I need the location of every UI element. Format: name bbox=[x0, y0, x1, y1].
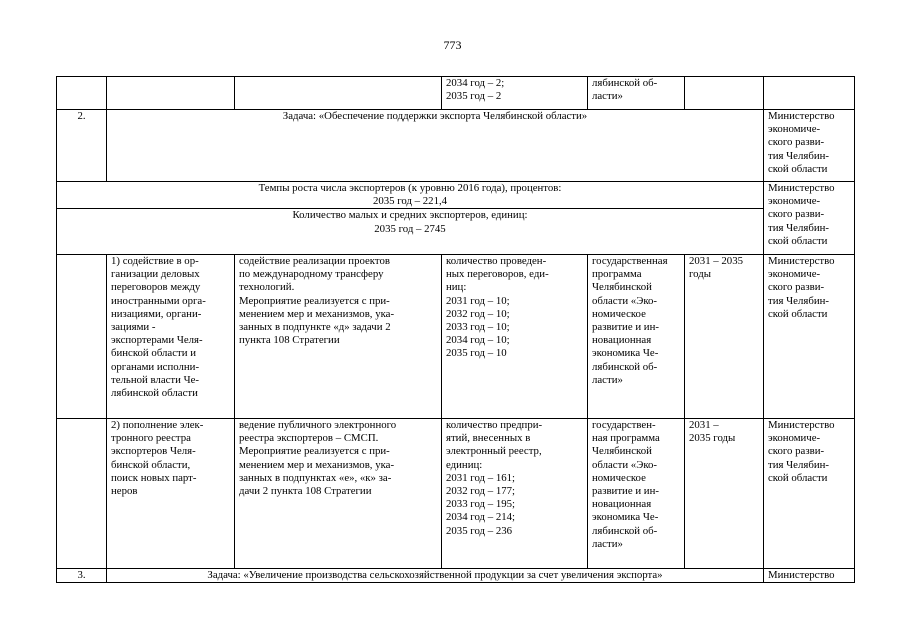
text-line: номическое bbox=[592, 471, 646, 484]
cell-program bbox=[588, 77, 685, 110]
text-line: технологий. bbox=[239, 281, 295, 294]
text-line: тия Челябин- bbox=[768, 458, 829, 471]
text-line: экономика Че- bbox=[592, 347, 659, 360]
text-line: 2034 год – 2; bbox=[446, 77, 505, 89]
text-line: ской области bbox=[768, 234, 828, 247]
text-line: лябинской об- bbox=[592, 360, 658, 373]
page-number: 773 bbox=[443, 38, 462, 52]
text-line: области «Эко- bbox=[592, 458, 658, 471]
text-line: развитие и ин- bbox=[592, 485, 659, 498]
text-line: зациями - bbox=[111, 321, 156, 334]
cell-responsible bbox=[764, 182, 855, 255]
text-line: Челябинской bbox=[592, 281, 652, 294]
cell-responsible bbox=[764, 419, 855, 569]
text-line: ных переговоров, еди- bbox=[446, 268, 549, 281]
text-line: новационная bbox=[592, 334, 652, 347]
section-task: Задача: «Увеличение производства сельскохозяйственной продукции за счет увеличения экспорта» bbox=[107, 569, 764, 583]
text-line: 2031 год – 161; bbox=[446, 471, 516, 484]
text-line: по международному трансферу bbox=[239, 268, 384, 281]
text-line: экономиче- bbox=[768, 123, 821, 136]
text-line: электронный реестр, bbox=[446, 445, 542, 458]
text-line: занных в подпунктах «е», «к» за- bbox=[239, 471, 392, 484]
table-row-measure-1 bbox=[57, 255, 855, 419]
text-line: ской области bbox=[768, 307, 828, 320]
cell-measure bbox=[107, 255, 235, 419]
text-line: 2031 год – 10; bbox=[446, 294, 510, 307]
text-line: содействие реализации проектов bbox=[239, 255, 390, 267]
text-line: бинской области и bbox=[111, 347, 196, 360]
text-line: ятий, внесенных в bbox=[446, 432, 531, 445]
table-row-section-3 bbox=[57, 569, 855, 583]
text-line: тия Челябин- bbox=[768, 294, 829, 307]
indicator-line: Количество малых и средних экспортеров, единиц: bbox=[292, 209, 528, 222]
text-line: лябинской области bbox=[111, 387, 198, 400]
indicator-line: Темпы роста числа экспортеров (к уровню 2016 года), процентов: bbox=[258, 182, 562, 194]
cell-number bbox=[57, 77, 107, 110]
text-line: государствен- bbox=[592, 419, 656, 431]
text-line: переговоров между bbox=[111, 281, 201, 294]
cell-number bbox=[57, 419, 107, 569]
text-line: иностранными орга- bbox=[111, 294, 206, 307]
cell-number bbox=[57, 255, 107, 419]
text-line: количество предпри- bbox=[446, 419, 543, 431]
text-line: экспортерами Челя- bbox=[111, 334, 203, 347]
text-line: тия Челябин- bbox=[768, 221, 829, 234]
cell-measure bbox=[107, 419, 235, 569]
text-line: экономика Че- bbox=[592, 511, 659, 524]
cell-indicator bbox=[442, 419, 588, 569]
text-line: неров bbox=[111, 485, 138, 498]
cell-content bbox=[235, 255, 442, 419]
text-line: ской области bbox=[768, 471, 828, 484]
indicators-cell bbox=[57, 182, 764, 255]
text-line: 2031 – 2035 bbox=[689, 255, 743, 267]
table-row-continuation bbox=[57, 77, 855, 110]
cell-program bbox=[588, 419, 685, 569]
text-line: ганизации деловых bbox=[111, 268, 200, 281]
text-line: ласти» bbox=[592, 373, 623, 386]
cell-period bbox=[685, 77, 764, 110]
strategy-table bbox=[56, 76, 855, 583]
section-task: Задача: «Обеспечение поддержки экспорта Челябинской области» bbox=[107, 110, 764, 182]
text-line: 2035 годы bbox=[689, 432, 736, 445]
indicator-line: 2035 год – 221,4 bbox=[57, 195, 763, 209]
text-line: реестра экспортеров – СМСП. bbox=[239, 432, 379, 445]
text-line: экономиче- bbox=[768, 432, 821, 445]
text-line: годы bbox=[689, 268, 711, 281]
text-line: менением мер и механизмов, ука- bbox=[239, 307, 395, 320]
text-line: 2033 год – 10; bbox=[446, 321, 510, 334]
cell-responsible: Министерство bbox=[764, 569, 855, 583]
text-line: 2034 год – 10; bbox=[446, 334, 510, 347]
text-line: тия Челябин- bbox=[768, 149, 829, 162]
text-line: низациями, органи- bbox=[111, 307, 202, 320]
text-line: 2035 год – 236 bbox=[446, 524, 513, 537]
text-line: лябинской об- bbox=[592, 77, 658, 89]
text-line: Министерство bbox=[768, 110, 835, 122]
text-line: 2034 год – 214; bbox=[446, 511, 516, 524]
table-row-measure-2 bbox=[57, 419, 855, 569]
text-line: Министерство bbox=[768, 255, 835, 267]
text-line: единиц: bbox=[446, 458, 483, 471]
cell-indicator bbox=[442, 77, 588, 110]
text-line: ской области bbox=[768, 162, 828, 175]
cell-content bbox=[235, 77, 442, 110]
text-line: номическое bbox=[592, 307, 646, 320]
cell-program bbox=[588, 255, 685, 419]
text-line: ласти» bbox=[592, 537, 623, 550]
text-line: Челябинской bbox=[592, 445, 652, 458]
section-number: 2. bbox=[57, 110, 107, 182]
text-line: лябинской об- bbox=[592, 524, 658, 537]
text-line: развитие и ин- bbox=[592, 321, 659, 334]
text-line: поиск новых парт- bbox=[111, 471, 197, 484]
cell-period bbox=[685, 419, 764, 569]
text-line: количество проведен- bbox=[446, 255, 547, 267]
text-line: Министерство bbox=[768, 419, 835, 431]
text-line: пункта 108 Стратегии bbox=[239, 334, 340, 347]
text-line: ласти» bbox=[592, 90, 623, 103]
text-line: Мероприятие реализуется с при- bbox=[239, 445, 390, 458]
cell-responsible bbox=[764, 77, 855, 110]
text-line: занных в подпункте «д» задачи 2 bbox=[239, 321, 391, 334]
text-line: 2033 год – 195; bbox=[446, 498, 516, 511]
text-line: ского разви- bbox=[768, 445, 825, 458]
section-number: 3. bbox=[57, 569, 107, 583]
text-line: 2035 год – 10 bbox=[446, 347, 507, 360]
text-line: ского разви- bbox=[768, 136, 825, 149]
text-line: менением мер и механизмов, ука- bbox=[239, 458, 395, 471]
indicator-line: 2035 год – 2745 bbox=[374, 222, 446, 235]
text-line: области «Эко- bbox=[592, 294, 658, 307]
cell-indicator bbox=[442, 255, 588, 419]
text-line: новационная bbox=[592, 498, 652, 511]
text-line: 2032 год – 10; bbox=[446, 307, 510, 320]
text-line: экономиче- bbox=[768, 195, 821, 208]
text-line: дачи 2 пункта 108 Стратегии bbox=[239, 485, 372, 498]
cell-responsible bbox=[764, 110, 855, 182]
text-line: 2031 – bbox=[689, 419, 719, 431]
cell-responsible bbox=[764, 255, 855, 419]
text-line: ниц: bbox=[446, 281, 467, 294]
text-line: тронного реестра bbox=[111, 432, 191, 445]
text-line: Министерство bbox=[768, 182, 835, 194]
text-line: 1) содействие в ор- bbox=[111, 255, 199, 267]
text-line: 2032 год – 177; bbox=[446, 485, 516, 498]
text-line: государственная программа bbox=[592, 255, 668, 281]
text-line: экспортеров Челя- bbox=[111, 445, 196, 458]
cell-measure bbox=[107, 77, 235, 110]
cell-period bbox=[685, 255, 764, 419]
text-line: тельной власти Че- bbox=[111, 373, 200, 386]
text-line: Мероприятие реализуется с при- bbox=[239, 294, 390, 307]
cell-content bbox=[235, 419, 442, 569]
text-line: 2) пополнение элек- bbox=[111, 419, 204, 431]
text-line: ского разви- bbox=[768, 281, 825, 294]
table-row-section-2 bbox=[57, 110, 855, 182]
text-line: ского разви- bbox=[768, 208, 825, 221]
text-line: органами исполни- bbox=[111, 360, 200, 373]
text-line: ная программа bbox=[592, 432, 660, 445]
text-line: бинской области, bbox=[111, 458, 191, 471]
table-row-indicators bbox=[57, 182, 855, 255]
text-line: 2035 год – 2 bbox=[446, 90, 502, 103]
text-line: экономиче- bbox=[768, 268, 821, 281]
text-line: ведение публичного электронного bbox=[239, 419, 397, 431]
